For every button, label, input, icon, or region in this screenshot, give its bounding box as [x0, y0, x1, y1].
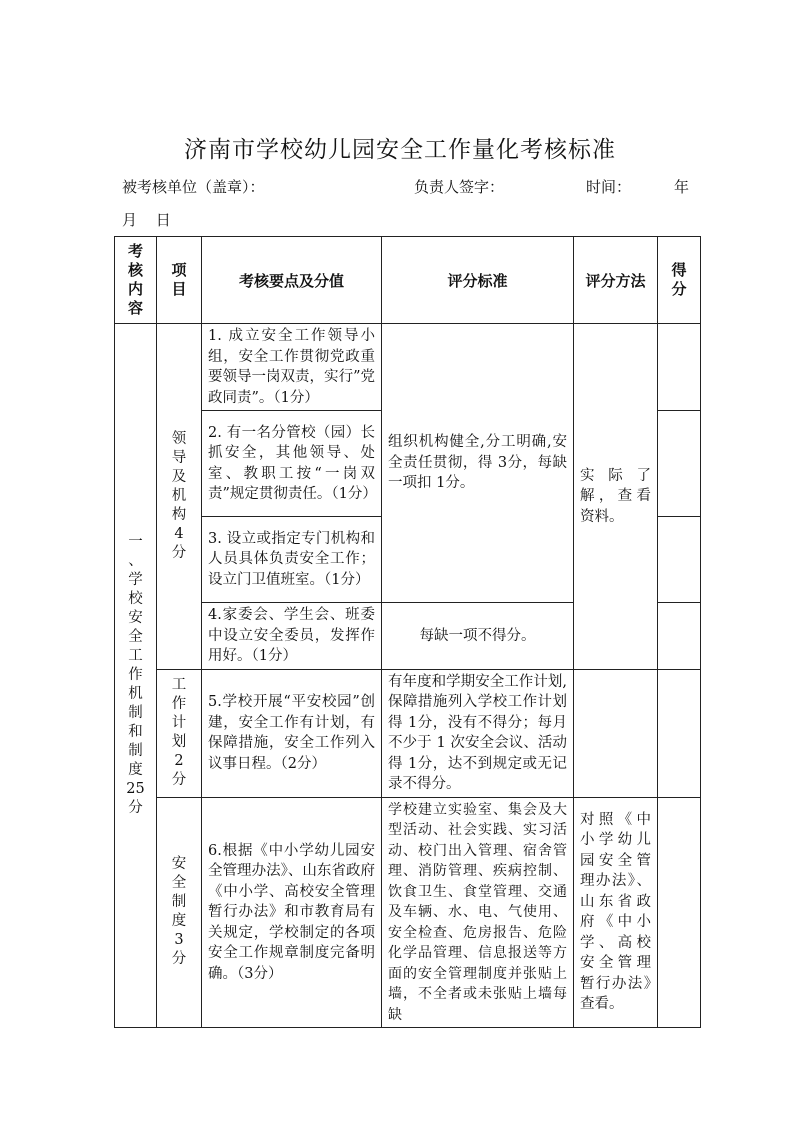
standard-3: 有年度和学期安全工作计划,保障措施列入学校工作计划得 1分，没有不得分；每月不少于 1 次安全会议、活动得 1分，达不到规定或无记录不得分。 [388, 673, 567, 792]
points-1: 1. 成立安全工作领导小组，安全工作贯彻党政重要领导一岗双责，实行”党政同责”。（1分） [208, 328, 375, 406]
method-cell [574, 669, 658, 797]
method-cell [574, 797, 658, 1028]
points-cell [202, 517, 382, 603]
header-score-text: 得 分 [671, 261, 687, 298]
points-6: 6.根据《中小学幼儿园安全管理办法》、山东省政府《中小学、高校安全管理暂行办法》和市教育局有关规定，学校制定的各项安全工作规章制度完备明确。（3分） [208, 842, 375, 982]
group-item-cell [157, 797, 202, 1028]
table-row [115, 669, 701, 797]
method-cell [574, 324, 658, 670]
points-cell [202, 669, 382, 797]
header-score [658, 237, 701, 324]
unit-label: 被考核单位（盖章）： [122, 178, 265, 196]
assessment-table [114, 236, 701, 1028]
points-3: 3. 设立或指定专门机构和人员具体负责安全工作；设立门卫值班室。（1分） [208, 530, 375, 588]
time-label: 时间： [586, 178, 632, 196]
points-cell [202, 797, 382, 1028]
section-cell [115, 324, 157, 1028]
points-cell [202, 411, 382, 517]
year-label: 年 [674, 178, 690, 196]
points-cell [202, 603, 382, 670]
page-title: 济南市学校幼儿园安全工作量化考核标准 [184, 137, 616, 163]
header-method: 评分方法 [574, 237, 658, 324]
points-4: 4.家委会、学生会、班委中设立安全委员，发挥作用好。（1分） [208, 607, 375, 664]
header-row [115, 237, 701, 324]
score-cell[interactable] [658, 411, 701, 517]
group-item-cell [157, 669, 202, 797]
standard-4: 学校建立实验室、集会及大型活动、社会实践、实习活动、校门出入管理、宿舍管理、消防管理、疾病控制、饮食卫生、食堂管理、交通及车辆、水、电、气使用、安全检查、危房报告、危险化学品管理、信息报送等方面的安全管理制度并张贴上墙，不全者或未张贴上墙每缺 [388, 801, 567, 1023]
month-day-label: 月 日 [122, 211, 171, 229]
points-2: 2. 有一名分管校（园）长抓安全，其他领导、处室、教职工按“一岗双责”规定贯彻责任。（1分） [208, 424, 377, 502]
standard-cell [382, 324, 574, 603]
table-row [115, 324, 701, 411]
header-item-text: 项 目 [171, 261, 187, 298]
score-cell[interactable] [658, 517, 701, 603]
method-2: 对照《中小学幼儿园安全管理办法》、山东省政府《中小学、高校安全管理暂行办法》查看。 [580, 811, 651, 1013]
table-row [115, 797, 701, 1028]
standard-cell [382, 603, 574, 670]
standard-1: 组织机构健全,分工明确,安全责任贯彻，得 3分，每缺一项扣 1分。 [388, 434, 567, 492]
score-cell[interactable] [658, 603, 701, 670]
standard-cell [382, 669, 574, 797]
points-5: 5.学校开展“平安校园”创建，安全工作有计划，有保障措施，安全工作列入议事日程。（2分） [208, 694, 375, 772]
method-1: 实际了解，查看资料。 [580, 467, 651, 525]
header-points: 考核要点及分值 [202, 237, 382, 324]
group-item-plan: 工 作 计 划 2 分 [171, 677, 187, 788]
header-content [115, 237, 157, 324]
header-item [157, 237, 202, 324]
score-cell[interactable] [658, 669, 701, 797]
group-item-cell [157, 324, 202, 670]
standard-cell [382, 797, 574, 1028]
group-item-leadership: 领 导 及 机 构 4 分 [171, 430, 187, 561]
signer-label: 负责人签字： [414, 178, 505, 196]
section-content-text: 一 、 学 校 安 全 工 作 机 制 和 制 度 25 分 [126, 534, 145, 816]
header-standard: 评分标准 [382, 237, 574, 324]
points-cell [202, 324, 382, 411]
standard-2: 每缺一项不得分。 [419, 627, 536, 644]
score-cell[interactable] [658, 797, 701, 1028]
score-cell[interactable] [658, 324, 701, 411]
header-content-text: 考 核 内 容 [127, 242, 143, 317]
group-item-rules: 安 全 制 度 3 分 [171, 856, 187, 968]
